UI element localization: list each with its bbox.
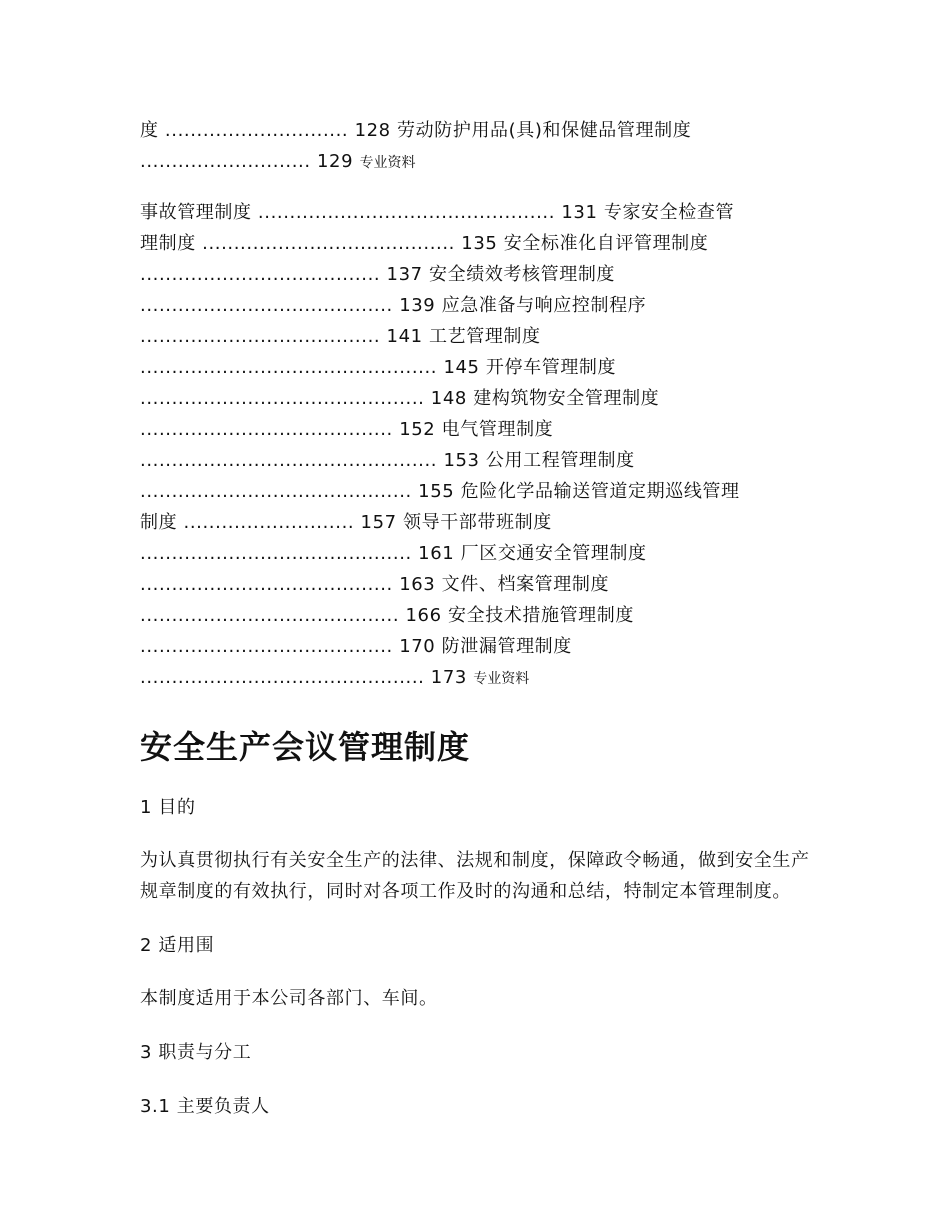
toc-line: ........................................ 152 电气管理制度: [140, 419, 554, 440]
toc-line: ............................................... 153 公用工程管理制度: [140, 450, 635, 471]
toc-line: ........................................... 161 厂区交通安全管理制度: [140, 543, 647, 564]
toc-line: 制度 ........................... 157 领导干部带班制度: [140, 512, 552, 533]
section-heading-responsibilities: 3 职责与分工: [140, 1042, 252, 1063]
document-page: [140, 0, 812, 1122]
toc-line: ........................................ 139 应急准备与响应控制程序: [140, 295, 647, 316]
toc-block-first: [140, 115, 812, 177]
toc-line: ......................................... 166 安全技术措施管理制度: [140, 605, 634, 626]
section-body-scope: 本制度适用于本公司各部门、车间。: [140, 988, 438, 1009]
toc-tag: 专业资料: [359, 155, 416, 171]
toc-tag: 专业资料: [473, 671, 530, 687]
section-heading-scope: 2 适用围: [140, 935, 215, 956]
toc-line-with-tag: [140, 146, 812, 177]
toc-line: 度 ............................. 128 劳动防护用品(具)和保健品管理制度: [140, 120, 692, 141]
toc-line: ...................................... 137 安全绩效考核管理制度: [140, 264, 616, 285]
toc-line: ............................................. 148 建构筑物安全管理制度: [140, 388, 660, 409]
section-heading-purpose: 1 目的: [140, 797, 196, 818]
document-title: 安全生产会议管理制度: [140, 728, 471, 766]
toc-line: 事故管理制度 ............................................... 131 专家安全检查管: [140, 202, 735, 223]
section-body-purpose: 为认真贯彻执行有关安全生产的法律、法规和制度，保障政令畅通，做到安全生产规章制度的有效执行，同时对各项工作及时的沟通和总结，特制定本管理制度。: [140, 850, 810, 902]
toc-line: ........................................ 170 防泄漏管理制度: [140, 636, 572, 657]
toc-line-with-tag: [140, 662, 812, 693]
toc-line: ...................................... 141 工艺管理制度: [140, 326, 541, 347]
toc-block-second: [140, 197, 812, 693]
toc-line-text: ............................................. 173: [140, 667, 467, 688]
subsection-heading-principal: 3.1 主要负责人: [140, 1096, 270, 1117]
toc-line: 理制度 ........................................ 135 安全标准化自评管理制度: [140, 233, 709, 254]
toc-line: ........................................... 155 危险化学品输送管道定期巡线管理: [140, 481, 740, 502]
toc-line: ............................................... 145 开停车管理制度: [140, 357, 617, 378]
toc-line-text: ........................... 129: [140, 151, 354, 172]
toc-line: ........................................ 163 文件、档案管理制度: [140, 574, 610, 595]
